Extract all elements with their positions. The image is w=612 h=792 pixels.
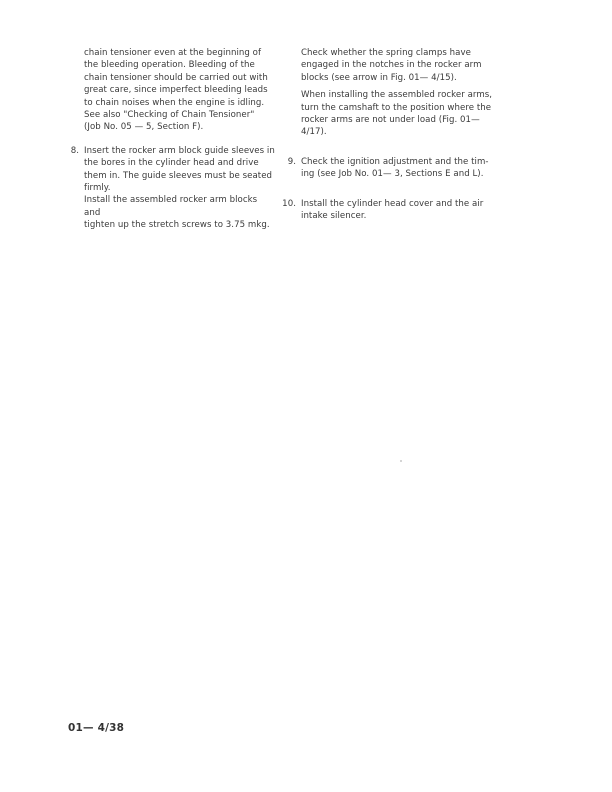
step-9-text: Check the ignition adjustment and the tim- ing (see Job No. 01— 3, Sections E and L). [301, 156, 489, 180]
step-8 [70, 145, 275, 232]
step-10-number: 10. [282, 198, 296, 209]
right-column [282, 47, 506, 222]
step-10 [282, 198, 506, 223]
step-10-text: Install the cylinder head cover and the air intake silencer. [301, 198, 484, 222]
step-8-text: Insert the rocker arm block guide sleeves in the bores in the cylinder head and drive them in. The guide sleeves must be seated firmly. Install the assembled rocker arm blocks and tighten up the stretch screws to 3.75 mkg. [84, 145, 275, 231]
step-9 [287, 156, 506, 181]
step-9-number: 9. [287, 156, 296, 167]
step-8-number: 8. [70, 145, 79, 156]
spring-clamps-paragraph: Check whether the spring clamps have engaged in the notches in the rocker arm blocks (see arrow in Fig. 01— 4/15). [301, 48, 482, 83]
scan-speck [400, 460, 402, 462]
camshaft-paragraph: When installing the assembled rocker arms, turn the camshaft to the position where the rocker arms are not under load (Fig. 01— 4/17). [301, 90, 493, 138]
page-number: 01— 4/38 [68, 722, 125, 734]
continuation-paragraph: chain tensioner even at the beginning of the bleeding operation. Bleeding of the chain tensioner should be carried out with great care, since imperfect bleeding leads to chain noises when the engine is idling. See also "Checking of Chain Tensioner" (Job No. 05 — 5, Section F). [84, 48, 268, 133]
left-column [70, 47, 275, 232]
